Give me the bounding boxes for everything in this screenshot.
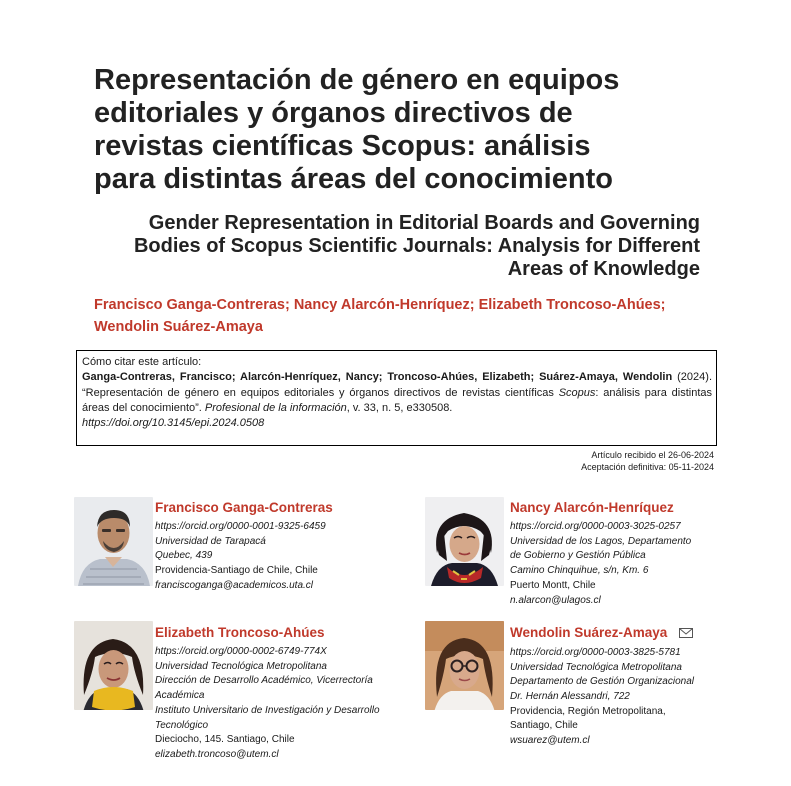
subtitle-line: Gender Representation in Editorial Boards and Governing [148, 212, 700, 234]
affiliation-line: Dirección de Desarrollo Académico, Vicerrectoría [155, 675, 373, 687]
city-line: Providencia, Región Metropolitana, [510, 705, 666, 717]
author-photo-francisco [74, 497, 153, 586]
citation-authors: Ganga-Contreras, Francisco; Alarcón-Henríquez, Nancy; Troncoso-Ahúes, Elizabeth; Suárez-Amaya, Wendolin [82, 371, 673, 384]
affiliation-line: Académica [155, 690, 205, 702]
author-list-line: Wendolin Suárez-Amaya [94, 319, 263, 335]
received-date: Artículo recibido el 26-06-2024 [591, 450, 714, 460]
affiliation-line: Instituto Universitario de Investigación y Desarrollo [155, 704, 380, 716]
author-card-elizabeth [155, 624, 380, 763]
author-photo-wendolin [425, 621, 504, 710]
author-name: Francisco Ganga-Contreras [155, 500, 333, 515]
affiliation-line: Universidad Tecnológica Metropolitana [155, 660, 327, 672]
affiliation-line: de Gobierno y Gestión Pública [510, 550, 646, 562]
subtitle-line: Bodies of Scopus Scientific Journals: Analysis for Different [133, 235, 700, 257]
citation-box [76, 350, 717, 446]
author-list [94, 294, 714, 338]
author-card-francisco [155, 499, 333, 594]
citation-text-a: “Representación de género en equipos editoriales y órganos directivos de revistas científicas [82, 386, 554, 399]
article-title [94, 64, 714, 196]
address-line: Dieciocho, 145. Santiago, Chile [155, 734, 295, 746]
city-line: Providencia-Santiago de Chile, Chile [155, 565, 318, 577]
city-line: Puerto Montt, Chile [510, 579, 596, 591]
orcid-link[interactable]: https://orcid.org/0000-0002-6749-774X [155, 646, 327, 657]
citation-journal: Profesional de la información [204, 401, 347, 414]
author-card-wendolin [510, 624, 694, 749]
email-link[interactable]: elizabeth.troncoso@utem.cl [155, 748, 279, 760]
subtitle-line: Areas of Knowledge [507, 258, 700, 280]
citation-body [82, 370, 712, 416]
author-photo-elizabeth [74, 621, 153, 710]
affiliation-line: Universidad de los Lagos, Departamento [510, 535, 692, 547]
address-line: Quebec, 439 [155, 550, 213, 562]
envelope-icon[interactable] [679, 625, 693, 642]
accepted-date: Aceptación definitiva: 05-11-2024 [581, 462, 714, 472]
orcid-link[interactable]: https://orcid.org/0000-0001-9325-6459 [155, 521, 326, 532]
citation-scopus: Scopus [558, 386, 596, 399]
title-line: Representación de género en equipos [94, 64, 620, 96]
citation-year: (2024). [677, 371, 712, 384]
email-link[interactable]: franciscoganga@academicos.uta.cl [155, 579, 314, 591]
author-name: Nancy Alarcón-Henríquez [510, 500, 674, 515]
author-photo-nancy [425, 497, 504, 586]
title-line: para distintas áreas del conocimiento [94, 163, 613, 195]
citation-text-b: : análisis para distintas áreas del conocimiento”. [82, 386, 712, 414]
author-name-row [510, 624, 694, 642]
email-link[interactable]: wsuarez@utem.cl [510, 735, 590, 747]
author-list-line: Francisco Ganga-Contreras; Nancy Alarcón-Henríquez; Elizabeth Troncoso-Ahúes; [94, 297, 666, 313]
affiliation-line: Universidad de Tarapacá [155, 535, 266, 547]
email-link[interactable]: n.alarcon@ulagos.cl [510, 594, 601, 606]
title-line: editoriales y órganos directivos de [94, 97, 573, 129]
address-line: Dr. Hernán Alessandri, 722 [510, 691, 630, 703]
article-subtitle-english [86, 212, 700, 281]
article-dates [480, 449, 714, 473]
author-name: Wendolin Suárez-Amaya [510, 625, 668, 640]
author-card-nancy [510, 499, 691, 608]
address-line: Camino Chinquihue, s/n, Km. 6 [510, 565, 649, 577]
affiliation-line: Tecnológico [155, 719, 209, 731]
citation-doi-link[interactable]: https://doi.org/10.3145/epi.2024.0508 [82, 417, 265, 430]
affiliation-line: Universidad Tecnológica Metropolitana [510, 661, 682, 673]
citation-heading: Cómo citar este artículo: [82, 356, 202, 368]
city-line: Santiago, Chile [510, 720, 578, 732]
citation-details: , v. 33, n. 5, e330508. [346, 401, 453, 414]
orcid-link[interactable]: https://orcid.org/0000-0003-3025-0257 [510, 521, 681, 532]
author-name: Elizabeth Troncoso-Ahúes [155, 625, 325, 640]
orcid-link[interactable]: https://orcid.org/0000-0003-3825-5781 [510, 646, 681, 658]
affiliation-line: Departamento de Gestión Organizacional [510, 676, 694, 688]
title-line: revistas científicas Scopus: análisis [94, 130, 591, 162]
